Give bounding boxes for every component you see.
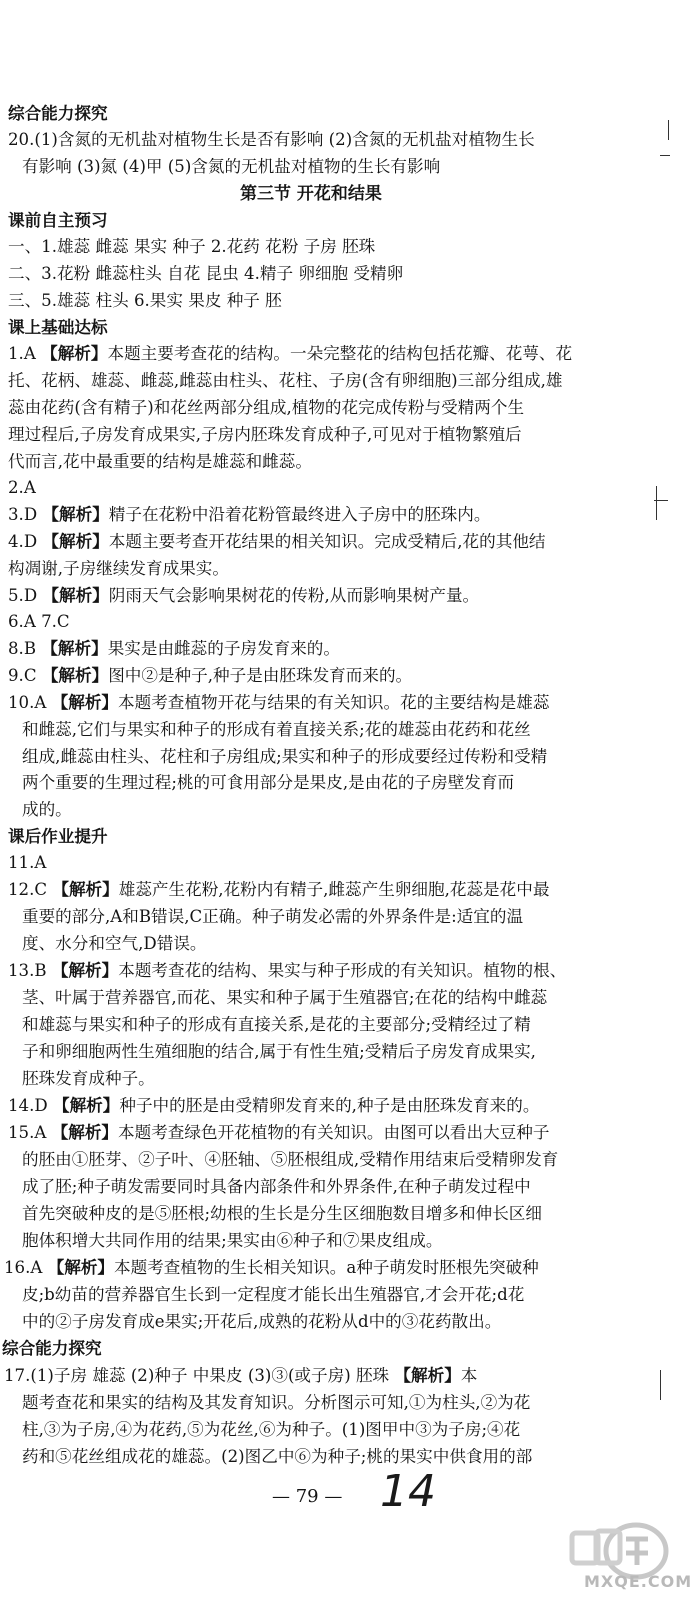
analysis-text: 本题主要考查开花结果的相关知识。完成受精后,花的其他结: [108, 532, 546, 551]
question-number: 4.D: [8, 532, 38, 551]
answer-line: [8, 505, 490, 525]
question-number: 3.D: [8, 505, 38, 524]
analysis-text: 本题考查植物开花与结果的有关知识。花的主要结构是雄蕊: [118, 693, 550, 712]
answer-text: 本: [460, 1366, 478, 1385]
answer-line: 首先突破种皮的是⑤胚根;幼根的生长是分生区细胞数目增多和伸长区细: [22, 1204, 542, 1223]
scan-edge-mark: [660, 1370, 661, 1400]
section-heading-homework: 课后作业提升: [8, 827, 108, 846]
question-number: 5.D: [8, 586, 38, 605]
analysis-text: 种子中的胚是由受精卵发育来的,种子是由胚珠发育来的。: [119, 1096, 540, 1115]
answer-line: [8, 880, 549, 900]
answer-line: 2.A: [8, 478, 36, 497]
answer-line: [8, 666, 412, 686]
answer-line: [8, 639, 340, 659]
answer-line: 胚珠发育成种子。: [22, 1069, 155, 1088]
answer-line: 药和⑤花丝组成花的雄蕊。(2)图乙中⑥为种子;桃的果实中供食用的部: [22, 1447, 533, 1466]
answer-line: 组成,雌蕊由柱头、花柱和子房组成;果实和种子的形成要经过传粉和受精: [22, 747, 548, 766]
section-heading-comprehensive: 综合能力探究: [8, 104, 108, 123]
answer-line: [8, 344, 572, 364]
analysis-text: 本题考查植物的生长相关知识。a种子萌发时胚根先突破种: [114, 1258, 539, 1277]
answer-line: 构凋谢,子房继续发育成果实。: [8, 559, 229, 578]
answer-line: 茎、叶属于营养器官,而花、果实和种子属于生殖器官;在花的结构中雌蕊: [22, 988, 548, 1007]
question-number: 12.C: [8, 880, 48, 899]
analysis-tag: 【解析】: [51, 961, 119, 980]
answer-line: [8, 586, 479, 606]
answer-line: 重要的部分,A和B错误,C正确。种子萌发必需的外界条件是:适宜的温: [22, 907, 524, 926]
answer-line: 和雌蕊,它们与果实和种子的形成有着直接关系;花的雄蕊由花药和花丝: [22, 720, 531, 739]
answer-line: 皮;b幼苗的营养器官生长到一定程度才能长出生殖器官,才会开花;d花: [22, 1285, 525, 1304]
question-number: 14.D: [8, 1096, 48, 1115]
answer-line: 三、5.雄蕊 柱头 6.果实 果皮 种子 胚: [8, 291, 282, 310]
answer-line: 代而言,花中最重要的结构是雄蕊和雌蕊。: [8, 452, 312, 471]
answer-line: 11.A: [8, 853, 47, 872]
question-number: 9.C: [8, 666, 37, 685]
analysis-text: 本题主要考查花的结构。一朵完整花的结构包括花瓣、花萼、花: [107, 344, 573, 363]
section-heading-classroom: 课上基础达标: [8, 318, 108, 337]
scan-edge-mark: [668, 120, 669, 140]
analysis-tag: 【解析】: [52, 1096, 120, 1115]
answer-line: 胞体积增大共同作用的结果;果实由⑥种子和⑦果皮组成。: [22, 1231, 443, 1250]
question-number: 1.A: [8, 344, 36, 363]
answer-line: [8, 532, 546, 552]
answer-line: 托、花柄、雄蕊、雌蕊,雌蕊由柱头、花柱、子房(含有卵细胞)三部分组成,雄: [8, 371, 563, 390]
answer-line: [8, 1123, 549, 1143]
answer-line: 两个重要的生理过程;桃的可食用部分是果皮,是由花的子房壁发育而: [22, 773, 515, 792]
answer-line: 6.A 7.C: [8, 612, 70, 631]
answer-line: [4, 1258, 539, 1278]
section-heading-preview: 课前自主预习: [8, 211, 108, 230]
analysis-tag: 【解析】: [42, 586, 109, 605]
question-number: 15.A: [8, 1123, 47, 1142]
scan-edge-mark: [654, 500, 668, 501]
answer-line: 中的②子房发育成e果实;开花后,成熟的花粉从d中的③花药散出。: [22, 1312, 502, 1331]
analysis-tag: 【解析】: [41, 666, 109, 685]
answer-line: 二、3.花粉 雌蕊柱头 自花 昆虫 4.精子 卵细胞 受精卵: [8, 264, 404, 283]
answer-line: 有影响 (3)氮 (4)甲 (5)含氮的无机盐对植物的生长有影响: [22, 157, 441, 176]
section-heading-comprehensive-2: 综合能力探究: [2, 1339, 102, 1358]
answer-line: 的胚由①胚芽、②子叶、④胚轴、⑤胚根组成,受精作用结束后受精卵发育: [22, 1150, 559, 1169]
analysis-tag: 【解析】: [41, 639, 108, 658]
analysis-tag: 【解析】: [47, 1258, 115, 1277]
answer-line: 度、水分和空气,D错误。: [22, 934, 207, 953]
analysis-text: 雄蕊产生花粉,花粉内有精子,雌蕊产生卵细胞,花蕊是花中最: [118, 880, 550, 899]
scan-edge-mark: [660, 155, 670, 156]
answer-text: 17.(1)子房 雄蕊 (2)种子 中果皮 (3)③(或子房) 胚珠: [4, 1366, 390, 1385]
answer-line: 理过程后,子房发育成果实,子房内胚珠发育成种子,可见对于植物繁殖后: [8, 425, 522, 444]
answer-line: 柱,③为子房,④为花药,⑤为花丝,⑥为种子。(1)图甲中③为子房;④花: [22, 1420, 521, 1439]
answer-line: 成了胚;种子萌发需要同时具备内部条件和外界条件,在种子萌发过程中: [22, 1177, 531, 1196]
analysis-text: 本题考查花的结构、果实与种子形成的有关知识。植物的根、: [118, 961, 567, 980]
answer-line: 一、1.雄蕊 雌蕊 果实 种子 2.花药 花粉 子房 胚珠: [8, 237, 376, 256]
answer-line: [4, 1366, 477, 1386]
analysis-text: 图中②是种子,种子是由胚珠发育而来的。: [108, 666, 413, 685]
analysis-tag: 【解析】: [42, 532, 109, 551]
scan-edge-mark: [656, 486, 657, 520]
answer-line: 和雄蕊与果实和种子的形成有直接关系,是花的主要部分;受精经过了精: [22, 1015, 531, 1034]
analysis-tag: 【解析】: [42, 505, 109, 524]
question-number: 8.B: [8, 639, 37, 658]
answer-line: 20.(1)含氮的无机盐对植物生长是否有影响 (2)含氮的无机盐对植物生长: [8, 130, 535, 149]
handwritten-note: 14: [380, 1466, 436, 1517]
chapter-title: 第三节 开花和结果: [240, 184, 382, 204]
answer-line: 蕊由花药(含有精子)和花丝两部分组成,植物的花完成传粉与受精两个生: [8, 398, 525, 417]
question-number: 10.A: [8, 693, 47, 712]
answer-line: 成的。: [22, 800, 72, 819]
answer-line: 子和卵细胞两性生殖细胞的结合,属于有性生殖;受精后子房发育成果实,: [22, 1042, 536, 1061]
answer-line: [8, 693, 549, 713]
analysis-tag: 【解析】: [51, 1123, 119, 1142]
analysis-text: 果实是由雌蕊的子房发育来的。: [107, 639, 340, 658]
question-number: 13.B: [8, 961, 47, 980]
answer-line: [8, 1096, 539, 1116]
analysis-tag: 【解析】: [52, 880, 119, 899]
page-number: — 79 —: [272, 1486, 343, 1507]
analysis-tag: 【解析】: [51, 693, 119, 712]
analysis-text: 阴雨天气会影响果树花的传粉,从而影响果树产量。: [108, 586, 480, 605]
answer-line: [8, 961, 566, 981]
analysis-text: 精子在花粉中沿着花粉管最终进入子房中的胚珠内。: [108, 505, 491, 524]
watermark-text: MXQE.COM: [584, 1572, 692, 1591]
question-number: 16.A: [4, 1258, 43, 1277]
analysis-tag: 【解析】: [394, 1366, 461, 1385]
analysis-text: 本题考查绿色开花植物的有关知识。由图可以看出大豆种子: [118, 1123, 550, 1142]
analysis-tag: 【解析】: [41, 344, 108, 363]
answer-line: 题考查花和果实的结构及其发育知识。分析图示可知,①为柱头,②为花: [22, 1393, 531, 1412]
